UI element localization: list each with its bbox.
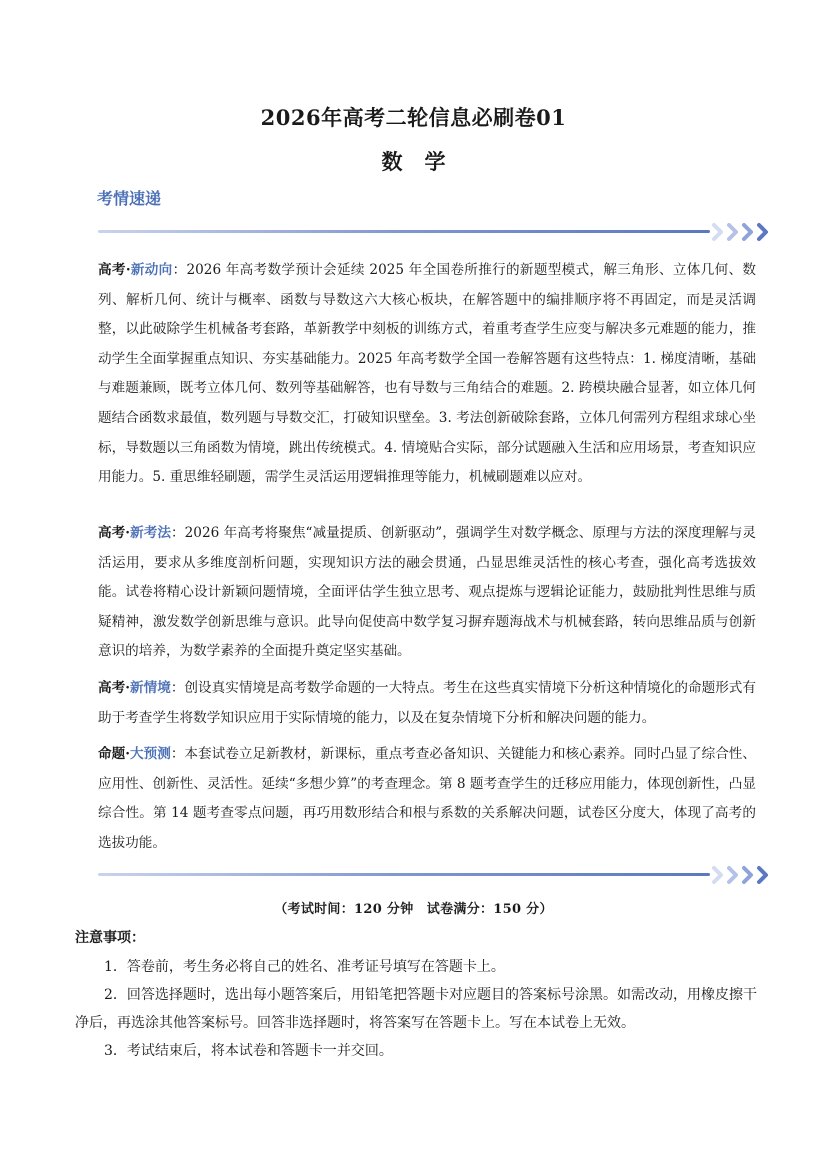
chevron-arrows-icon xyxy=(710,865,770,885)
paragraph-new-context xyxy=(98,674,756,733)
exam-title: 2026年高考二轮信息必刷卷01 xyxy=(260,105,567,130)
paragraph-text: ：本套试卷立足新教材，新课标，重点考查必备知识、关键能力和核心素养。同时凸显了综合性、应用性、创新性、灵活性。延续“多想少算”的考查理念。第 8 题考查学生的迁移应用能力，体现创新性，凸显综合性。第 14 题考查零点问题，再巧用数形结合和根与系数的关系解决问题，试卷区分度大，体现了高考的选拔功能。 xyxy=(98,746,757,851)
paragraph-text: ：2026 年高考数学预计会延续 2025 年全国卷所推行的新题型模式，解三角形、立体几何、数列、解析几何、统计与概率、函数与导数这六大核心板块，在解答题中的编排顺序将不再固定，而是灵活调整，以此破除学生机械备考套路，革新教学中刻板的训练方式，着重考查学生应变与解决多元难题的能力，推动学生全面掌握重点知识、夯实基础能力。2025 年高考数学全国一卷解答题有这些特点：1. 梯度清晰，基础与难题兼顾，既考立体几何、数列等基础解答，也有导数与三角结合的难题。2. 跨模块融合显著，如立体几何题结合函数求最值，数列题与导数交汇，打破知识壁垒。3. 考法创新破除套路，立体几何需列方程组求球心坐标，导数题以三角函数为情境，跳出传统模式。4. 情境贴合实际，部分试题融入生活和应用场景，考查知识应用能力。5. 重思维轻刷题，需学生灵活运用逻辑推理等能力，机械刷题难以应对。 xyxy=(98,262,757,486)
top-divider xyxy=(98,222,770,242)
paragraph-prediction xyxy=(98,740,756,858)
paragraph-label: 命题·大预测 xyxy=(98,746,171,762)
bottom-divider xyxy=(98,865,770,885)
paragraph-text: ：2026 年高考将聚焦“减量提质、创新驱动”，强调学生对数学概念、原理与方法的深度理解与灵活运用，要求从多维度剖析问题，实现知识方法的融会贯通，凸显思维灵活性的核心考查，强化高考选拔效能。试卷将精心设计新颖问题情境，全面评估学生独立思考、观点提炼与逻辑论证能力，鼓励批判性思维与质疑精神，激发数学创新思维与意识。此导向促使高中数学复习摒弃题海战术与机械套路，转向思维品质与创新意识的培养，为数学素养的全面提升奠定坚实基础。 xyxy=(98,525,757,660)
paragraph-text: ：创设真实情境是高考数学命题的一大特点。考生在这些真实情境下分析这种情境化的命题形式有助于考查学生将数学知识应用于实际情境的能力，以及在复杂情境下分析和解决问题的能力。 xyxy=(98,680,757,726)
chevron-arrows-icon xyxy=(710,222,770,242)
paragraph-label: 高考·新动向 xyxy=(98,262,173,278)
section-title: 考情速递 xyxy=(97,189,162,208)
paragraph-new-trend xyxy=(98,256,756,493)
notice-item: 1．答卷前，考生务必将自己的姓名、准考证号填写在答题卡上。 xyxy=(104,959,505,975)
paragraph-new-method xyxy=(98,519,756,667)
paragraph-label: 高考·新考法 xyxy=(98,525,172,541)
paragraph-label: 高考·新情境 xyxy=(98,680,171,696)
notice-title: 注意事项： xyxy=(75,930,145,946)
notice-item: 3．考试结束后，将本试卷和答题卡一并交回。 xyxy=(104,1043,393,1059)
notice-item: 2．回答选择题时，选出每小题答案后，用铅笔把答题卡对应题目的答案标号涂黑。如需改动，用橡皮擦干净后，再选涂其他答案标号。回答非选择题时，将答案写在答题卡上。写在本试卷上无效。 xyxy=(75,987,757,1031)
exam-time-score: （考试时间：120 分钟 试卷满分：150 分） xyxy=(274,902,553,917)
subject-title: 数学 xyxy=(381,149,468,174)
